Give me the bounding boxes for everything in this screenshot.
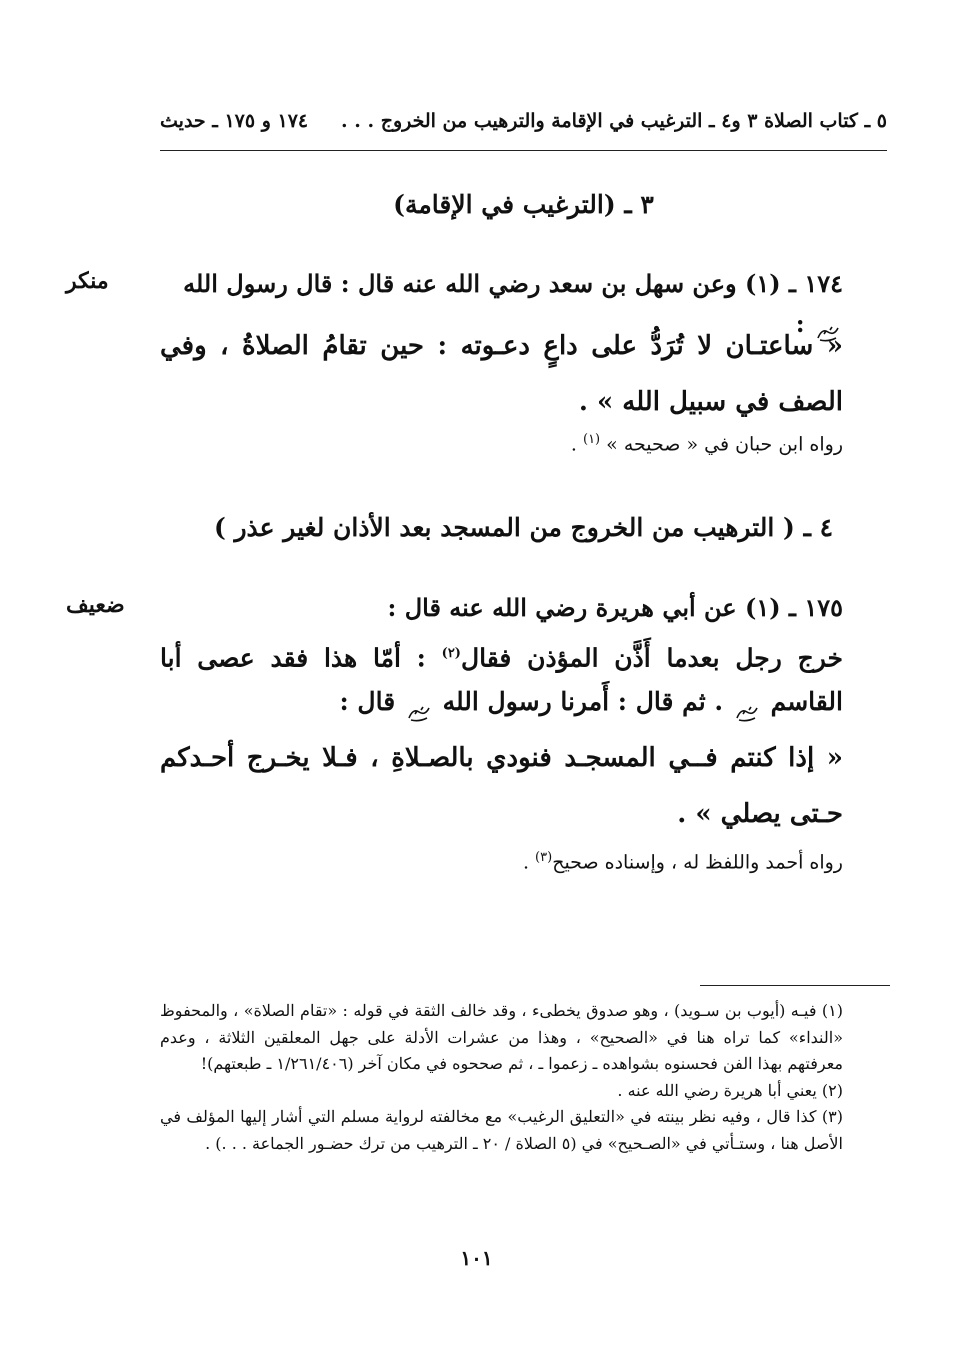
header-left-text: ١٧٤ و ١٧٥ ـ حديث	[160, 110, 309, 132]
footnote-ref-2: (٢)	[441, 646, 461, 661]
hadith-175-intro: ١٧٥ ـ (١) عن أبي هريرة رضي الله عنه قال :	[387, 593, 843, 622]
running-header	[160, 104, 887, 138]
salawat-icon	[735, 694, 759, 714]
hadith-175-source-end: .	[522, 851, 529, 874]
footnote-rule	[700, 985, 890, 986]
hadith-174-source-text: رواه ابن حبان في « صحيحه »	[606, 433, 843, 456]
hadith-175-matn: « إذا كنتم فــي المسجـد فنودي بالصـلاةِ ، فـلا يخـرج أحـدكم حـتى يصلي » .	[160, 743, 843, 829]
footnote-1: (١) فيـه (أيوب بن سـويد) ، وهو صدوق يخطىء ، وقد خالف الثقة في قوله : «تقام الصلاة» ، والمحفوظ «النداء» كما تراه هنا في «الصحيح» ، وهذا من عشرات الأدلة على جهل المعلقين الثلاثة ، وعدم معرفتهم بهذا الفن فحسنوه بشواهده ـ زعموا ـ ، ثم صححوه في مكان آخر (١/٢٦١/٤٠٦ ـ طبعتهم)!	[160, 1001, 843, 1073]
section-4-title: ٤ ـ ( الترهيب من الخروج من المسجد بعد الأذان لغير عذر )	[213, 513, 834, 542]
footnote-ref-3: (٣)	[535, 850, 553, 865]
hadith-175-grade: ضعيف	[66, 592, 125, 618]
hadith-175-text-a: خرج رجل بعدما أَذَّن المؤذن فقال	[460, 643, 843, 673]
hadith-175-source	[160, 842, 843, 878]
footnote-2: (٢) يعني أبا هريرة رضي الله عنه .	[617, 1080, 843, 1100]
hadith-175-narrative	[160, 632, 843, 724]
hadith-174-source-end: .	[570, 433, 577, 456]
hadith-174-matn: « ساعتـان لا تُرَدُّ على داعٍ دعـوته : حين تقامُ الصلاةُ ، وفي الصف في سبيل الله » .	[160, 331, 843, 417]
footnotes	[160, 998, 843, 1157]
hadith-175-text-d: قال :	[339, 687, 396, 717]
hadith-175-text-c: . ثم قال : أَمرنا رسول الله	[442, 687, 724, 717]
hadith-174-intro-colon: :	[795, 309, 805, 338]
hadith-175-text-b: : أمّا هذا فقد عصى أبا القاسم	[160, 643, 843, 717]
section-3-title: ٣ ـ (الترغيب في الإقامة)	[393, 190, 654, 219]
hadith-174-intro-text: ١٧٤ ـ (١) وعن سهل بن سعد رضي الله عنه قال : قال رسول الله	[183, 269, 843, 298]
header-rule	[160, 150, 887, 151]
footnote-ref-1: (١)	[582, 432, 601, 447]
hadith-175-source-text: رواه أحمد واللفظ له ، وإسناده صحيح	[552, 851, 843, 874]
hadith-174-source	[160, 424, 843, 460]
footnote-3: (٣) كذا قال ، وفيه نظر بينته في «التعليق الرغيب» مع مخالفته لرواية مسلم التي أشار إليها المؤلف في الأصل هنا ، وستـأتي في «الصـحيح» في (٥ الصلاة / ٢٠ ـ الترهيب من ترك حضـور الجماعة . . .) .	[160, 1107, 843, 1153]
salawat-icon	[407, 694, 431, 714]
hadith-174-grade: منكر	[66, 268, 109, 294]
header-right-text: ٥ ـ كتاب الصلاة ٣ و٤ ـ الترغيب في الإقامة والترهيب من الخروج . . .	[341, 110, 887, 132]
page-number: ١٠١	[460, 1246, 493, 1270]
